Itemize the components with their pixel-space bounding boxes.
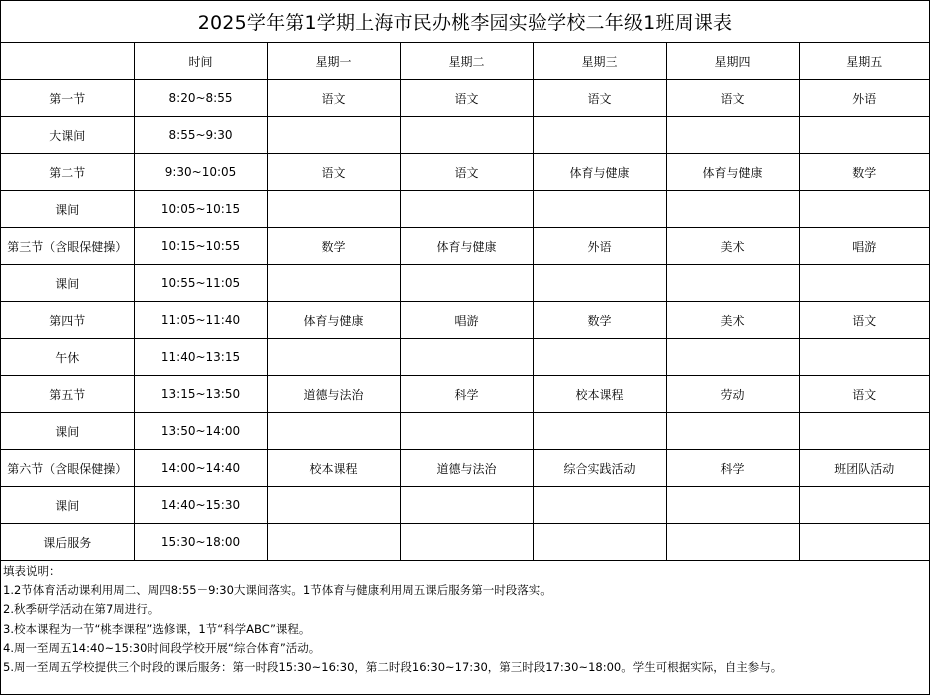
header-cell-wednesday: 星期三 (533, 43, 666, 80)
subject-cell-wednesday (533, 487, 666, 524)
table-row (1, 339, 929, 376)
subject-cell-thursday: 劳动 (666, 376, 799, 413)
subject-cell-tuesday: 语文 (400, 80, 533, 117)
subject-cell-monday (267, 117, 400, 154)
header-cell-friday: 星期五 (799, 43, 929, 80)
period-cell: 第四节 (1, 302, 134, 339)
subject-cell-tuesday (400, 265, 533, 302)
subject-cell-wednesday: 综合实践活动 (533, 450, 666, 487)
time-cell: 8:55~9:30 (134, 117, 267, 154)
table-row (1, 450, 929, 487)
table-row (1, 117, 929, 154)
note-line: 3.校本课程为一节“桃李课程”选修课，1节“科学ABC”课程。 (3, 621, 311, 636)
subject-cell-tuesday (400, 524, 533, 561)
schedule-table (1, 43, 929, 561)
subject-cell-tuesday (400, 191, 533, 228)
subject-cell-thursday (666, 117, 799, 154)
subject-cell-friday (799, 265, 929, 302)
subject-cell-wednesday (533, 191, 666, 228)
period-cell: 第一节 (1, 80, 134, 117)
subject-cell-thursday (666, 487, 799, 524)
table-row (1, 302, 929, 339)
period-cell: 课间 (1, 487, 134, 524)
subject-cell-thursday (666, 191, 799, 228)
subject-cell-monday (267, 191, 400, 228)
subject-cell-wednesday (533, 339, 666, 376)
subject-cell-monday (267, 265, 400, 302)
subject-cell-thursday (666, 339, 799, 376)
subject-cell-thursday: 科学 (666, 450, 799, 487)
subject-cell-monday: 数学 (267, 228, 400, 265)
subject-cell-tuesday: 体育与健康 (400, 228, 533, 265)
subject-cell-thursday: 体育与健康 (666, 154, 799, 191)
subject-cell-friday: 语文 (799, 376, 929, 413)
subject-cell-friday: 语文 (799, 302, 929, 339)
table-row (1, 154, 929, 191)
header-cell-corner (1, 43, 134, 80)
subject-cell-wednesday (533, 117, 666, 154)
period-cell: 课间 (1, 413, 134, 450)
subject-cell-tuesday (400, 339, 533, 376)
header-cell-tuesday: 星期二 (400, 43, 533, 80)
subject-cell-friday (799, 191, 929, 228)
period-cell: 课间 (1, 191, 134, 228)
subject-cell-monday: 校本课程 (267, 450, 400, 487)
note-line: 2.秋季研学活动在第7周进行。 (3, 602, 160, 617)
subject-cell-friday (799, 117, 929, 154)
period-cell: 第二节 (1, 154, 134, 191)
subject-cell-wednesday (533, 265, 666, 302)
subject-cell-friday: 外语 (799, 80, 929, 117)
subject-cell-wednesday: 体育与健康 (533, 154, 666, 191)
header-cell-time: 时间 (134, 43, 267, 80)
page-title: 2025学年第1学期上海市民办桃李园实验学校二年级1班周课表 (1, 1, 929, 43)
time-cell: 15:30~18:00 (134, 524, 267, 561)
subject-cell-friday (799, 524, 929, 561)
subject-cell-monday: 体育与健康 (267, 302, 400, 339)
time-cell: 11:40~13:15 (134, 339, 267, 376)
notes-heading: 填表说明： (3, 564, 61, 578)
period-cell: 第六节（含眼保健操） (1, 450, 134, 487)
subject-cell-monday: 语文 (267, 154, 400, 191)
subject-cell-thursday (666, 413, 799, 450)
note-line: 5.周一至周五学校提供三个时段的课后服务：第一时段15:30~16:30，第二时段16:30~17:30，第三时段17:30~18:00。学生可根据实际，自主参与。 (3, 660, 783, 675)
subject-cell-thursday (666, 265, 799, 302)
subject-cell-tuesday: 科学 (400, 376, 533, 413)
time-cell: 13:50~14:00 (134, 413, 267, 450)
subject-cell-monday (267, 413, 400, 450)
time-cell: 13:15~13:50 (134, 376, 267, 413)
subject-cell-wednesday (533, 524, 666, 561)
subject-cell-monday: 语文 (267, 80, 400, 117)
subject-cell-friday: 数学 (799, 154, 929, 191)
subject-cell-tuesday: 语文 (400, 154, 533, 191)
subject-cell-thursday: 美术 (666, 228, 799, 265)
subject-cell-tuesday (400, 117, 533, 154)
period-cell: 大课间 (1, 117, 134, 154)
subject-cell-tuesday: 道德与法治 (400, 450, 533, 487)
subject-cell-monday (267, 524, 400, 561)
header-cell-monday: 星期一 (267, 43, 400, 80)
subject-cell-friday (799, 413, 929, 450)
subject-cell-friday (799, 339, 929, 376)
time-cell: 10:05~10:15 (134, 191, 267, 228)
subject-cell-wednesday: 校本课程 (533, 376, 666, 413)
subject-cell-thursday (666, 524, 799, 561)
subject-cell-tuesday (400, 413, 533, 450)
time-cell: 10:55~11:05 (134, 265, 267, 302)
subject-cell-tuesday: 唱游 (400, 302, 533, 339)
note-line: 1.2节体育活动课利用周二、周四8:55－9:30大课间落实。1节体育与健康利用周五课后服务第一时段落实。 (3, 583, 552, 598)
table-row (1, 524, 929, 561)
table-row (1, 228, 929, 265)
time-cell: 9:30~10:05 (134, 154, 267, 191)
table-row (1, 487, 929, 524)
subject-cell-monday (267, 339, 400, 376)
period-cell: 第五节 (1, 376, 134, 413)
time-cell: 14:00~14:40 (134, 450, 267, 487)
subject-cell-thursday: 美术 (666, 302, 799, 339)
table-row (1, 376, 929, 413)
subject-cell-tuesday (400, 487, 533, 524)
table-row (1, 265, 929, 302)
period-cell: 第三节（含眼保健操） (1, 228, 134, 265)
table-row (1, 191, 929, 228)
time-cell: 8:20~8:55 (134, 80, 267, 117)
period-cell: 课间 (1, 265, 134, 302)
time-cell: 14:40~15:30 (134, 487, 267, 524)
period-cell: 午休 (1, 339, 134, 376)
subject-cell-wednesday (533, 413, 666, 450)
header-row (1, 43, 929, 80)
subject-cell-wednesday: 外语 (533, 228, 666, 265)
time-cell: 10:15~10:55 (134, 228, 267, 265)
table-row (1, 413, 929, 450)
schedule-body (1, 80, 929, 561)
time-cell: 11:05~11:40 (134, 302, 267, 339)
subject-cell-wednesday: 语文 (533, 80, 666, 117)
subject-cell-friday (799, 487, 929, 524)
subject-cell-wednesday: 数学 (533, 302, 666, 339)
subject-cell-thursday: 语文 (666, 80, 799, 117)
table-row (1, 80, 929, 117)
notes-section (3, 562, 927, 677)
subject-cell-monday: 道德与法治 (267, 376, 400, 413)
period-cell: 课后服务 (1, 524, 134, 561)
subject-cell-friday: 唱游 (799, 228, 929, 265)
header-cell-thursday: 星期四 (666, 43, 799, 80)
note-line: 4.周一至周五14:40~15:30时间段学校开展“综合体育”活动。 (3, 640, 321, 655)
subject-cell-friday: 班团队活动 (799, 450, 929, 487)
subject-cell-monday (267, 487, 400, 524)
